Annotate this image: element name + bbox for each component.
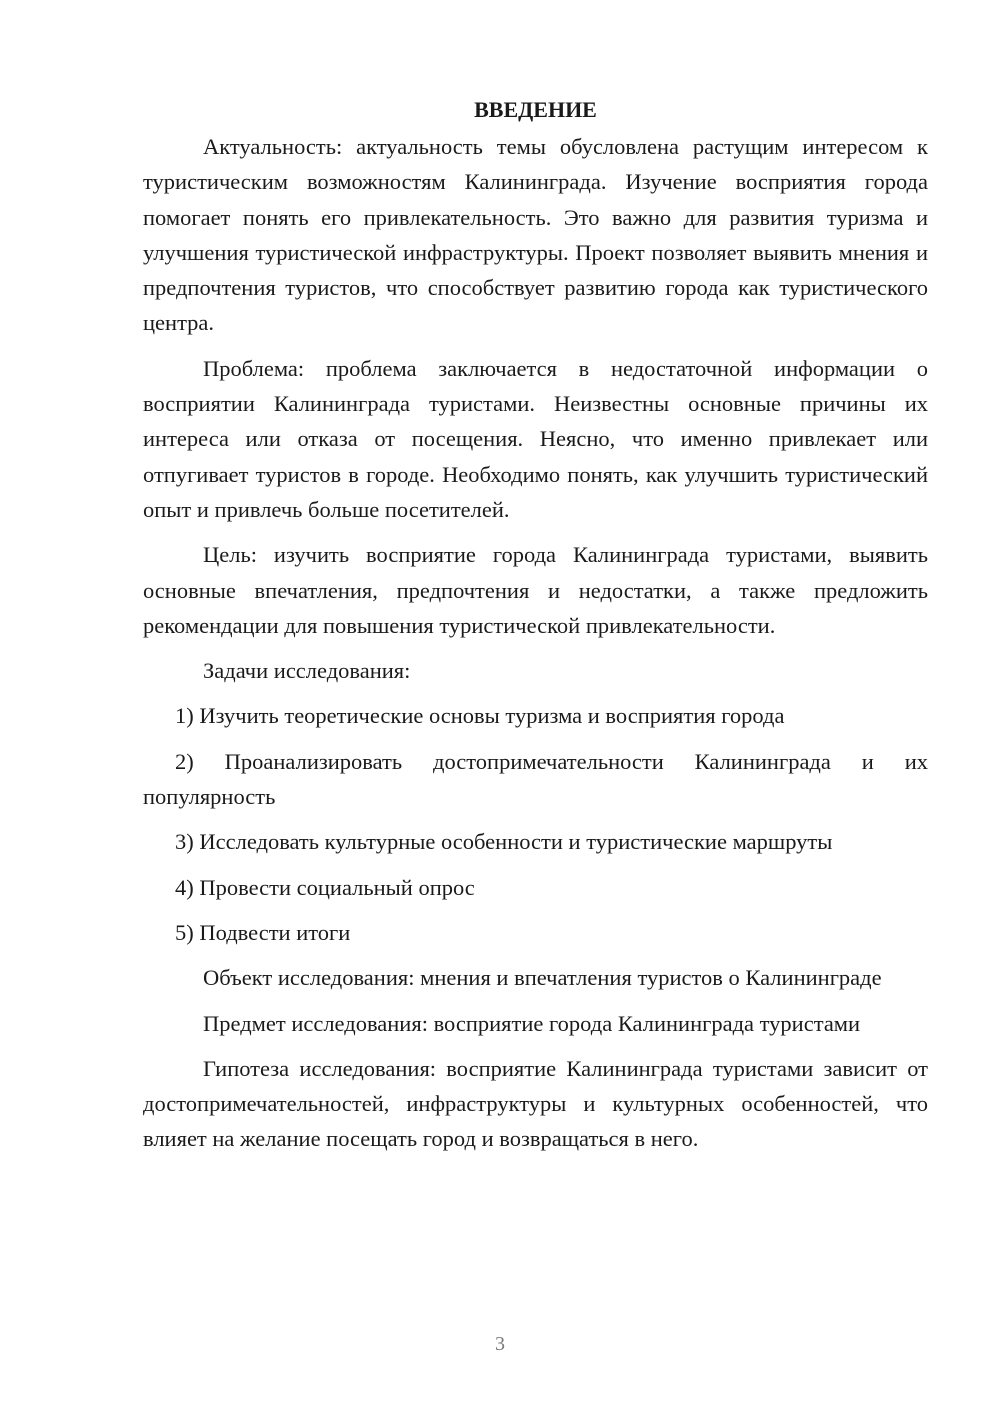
hypothesis-paragraph: Гипотеза исследования: восприятие Калининграда туристами зависит от достопримечательностей, инфраструктуры и культурных особенностей, что влияет на желание посещать город и возвращаться в него. <box>143 1055 928 1152</box>
task-item: 4) Провести социальный опрос <box>175 874 475 900</box>
page-number: 3 <box>495 1333 505 1355</box>
object-paragraph: Объект исследования: мнения и впечатления туристов о Калининграде <box>203 965 882 991</box>
task-item: 5) Подвести итоги <box>175 919 351 945</box>
document-page <box>143 92 928 1167</box>
goal-paragraph: Цель: изучить восприятие города Калининграда туристами, выявить основные впечатления, предпочтения и недостатки, а также предложить рекомендации для повышения туристической привлекательности. <box>143 542 928 638</box>
subject-paragraph: Предмет исследования: восприятие города Калининграда туристами <box>203 1010 861 1036</box>
relevance-paragraph: Актуальность: актуальность темы обусловлена растущим интересом к туристическим возможностям Калининграда. Изучение восприятия города помогает понять его привлекательность. Это важно для развития туризма и улучшения туристической инфраструктуры. Проект позволяет выявить мнения и предпочтения туристов, что способствует развитию города как туристического центра. <box>143 134 928 336</box>
task-item: 2) Проанализировать достопримечательности Калининграда и их популярность <box>143 748 928 810</box>
problem-paragraph: Проблема: проблема заключается в недостаточной информации о восприятии Калининграда туристами. Неизвестны основные причины их интереса или отказа от посещения. Неясно, что именно привлекает или отпугивает туристов в городе. Необходимо понять, как улучшить туристический опыт и привлечь больше посетителей. <box>143 355 928 522</box>
section-title: ВВЕДЕНИЕ <box>474 97 597 122</box>
task-item: 1) Изучить теоретические основы туризма и восприятия города <box>175 703 785 729</box>
tasks-heading: Задачи исследования: <box>203 658 411 684</box>
task-item: 3) Исследовать культурные особенности и туристические маршруты <box>175 829 833 855</box>
